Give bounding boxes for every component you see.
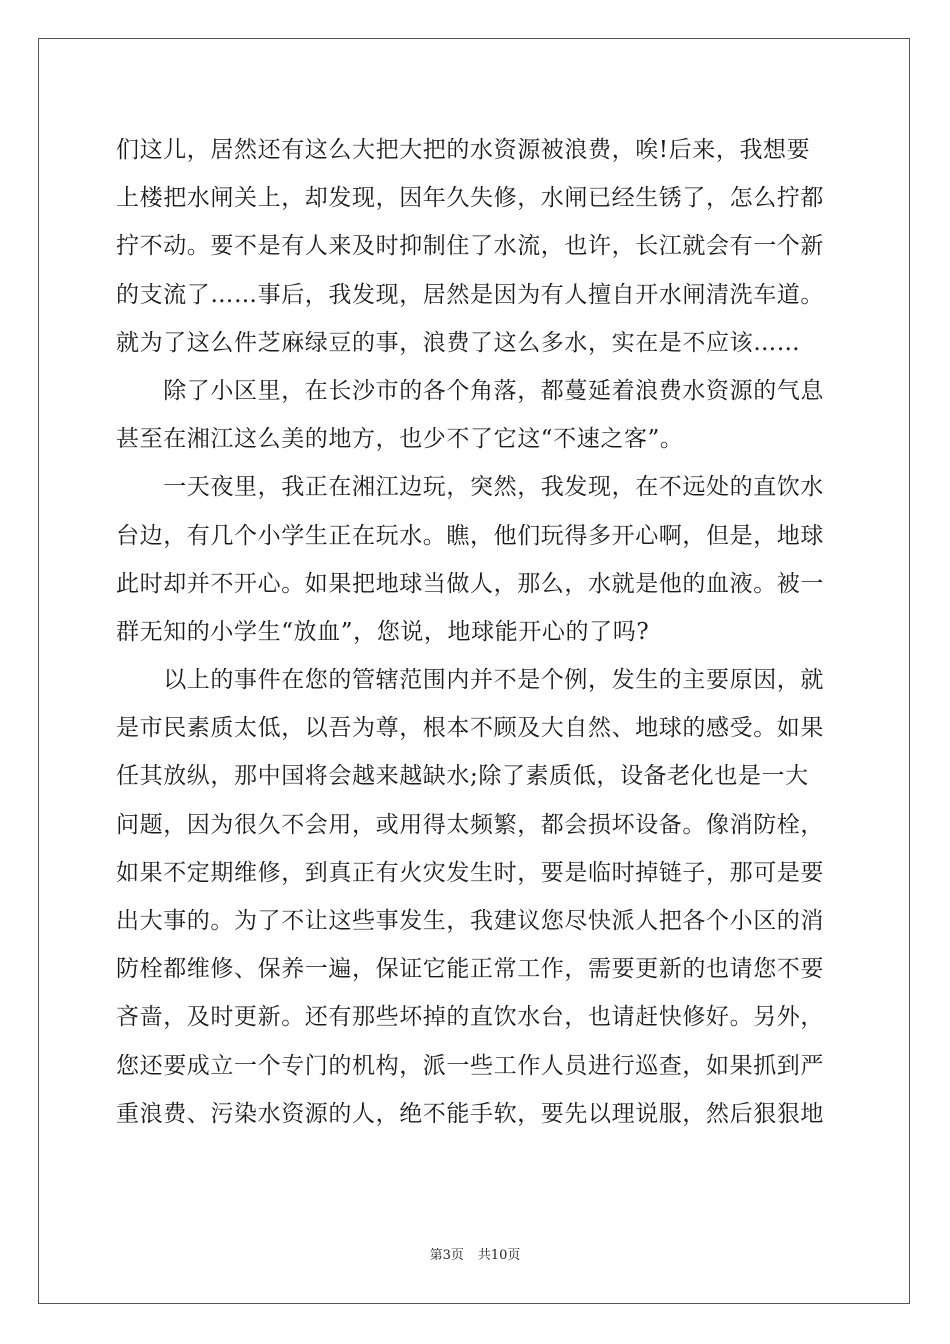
page-total: 共10页 bbox=[477, 1248, 521, 1263]
text-line: 甚至在湘江这么美的地方，也少不了它这“不速之客”。 bbox=[116, 426, 684, 453]
text-line: 任其放纵，那中国将会越来越缺水;除了素质低，设备老化也是一大 bbox=[116, 763, 809, 790]
text-line: 上楼把水闸关上，却发现，因年久失修，水闸已经生锈了，怎么拧都 bbox=[116, 185, 824, 212]
text-line: 防栓都维修、保养一遍，保证它能正常工作，需要更新的也请您不要 bbox=[116, 956, 824, 983]
text-line: 台边，有几个小学生正在玩水。瞧，他们玩得多开心啊，但是，地球 bbox=[116, 522, 824, 549]
text-line: 出大事的。为了不让这些事发生，我建议您尽快派人把各个小区的消 bbox=[116, 908, 824, 934]
text-line: 如果不定期维修，到真正有火灾发生时，要是临时掉链子，那可是要 bbox=[116, 859, 824, 886]
document-body bbox=[116, 126, 836, 1138]
text-line: 群无知的小学生“放血”，您说，地球能开心的了吗? bbox=[116, 618, 650, 645]
text-line: 问题，因为很久不会用，或用得太频繁，都会损坏设备。像消防栓， bbox=[116, 811, 824, 838]
text-line: 拧不动。要不是有人来及时抑制住了水流，也许，长江就会有一个新 bbox=[116, 233, 824, 260]
text-line: 您还要成立一个专门的机构，派一些工作人员进行巡查，如果抓到严 bbox=[116, 1052, 824, 1079]
text-line: 重浪费、污染水资源的人，绝不能手软，要先以理说服，然后狠狠地 bbox=[116, 1100, 824, 1127]
text-line: 的支流了……事后，我发现，居然是因为有人擅自开水闸清洗车道。 bbox=[116, 281, 824, 308]
page-footer bbox=[0, 1244, 950, 1263]
text-line: 吝啬，及时更新。还有那些坏掉的直饮水台，也请赶快修好。另外， bbox=[116, 1004, 824, 1031]
text-line: 以上的事件在您的管辖范围内并不是个例，发生的主要原因，就 bbox=[116, 667, 824, 694]
text-line: 就为了这么件芝麻绿豆的事，浪费了这么多水，实在是不应该…… bbox=[116, 329, 801, 356]
text-line: 是市民素质太低，以吾为尊，根本不顾及大自然、地球的感受。如果 bbox=[116, 715, 824, 742]
page-number: 第3页 bbox=[429, 1248, 464, 1263]
text-line: 们这儿，居然还有这么大把大把的水资源被浪费，唉!后来，我想要 bbox=[116, 137, 811, 163]
text-line: 此时却并不开心。如果把地球当做人，那么，水就是他的血液。被一 bbox=[116, 570, 824, 597]
text-line: 一天夜里，我正在湘江边玩，突然，我发现，在不远处的直饮水 bbox=[116, 474, 824, 501]
text-line: 除了小区里，在长沙市的各个角落，都蔓延着浪费水资源的气息 bbox=[116, 377, 824, 404]
